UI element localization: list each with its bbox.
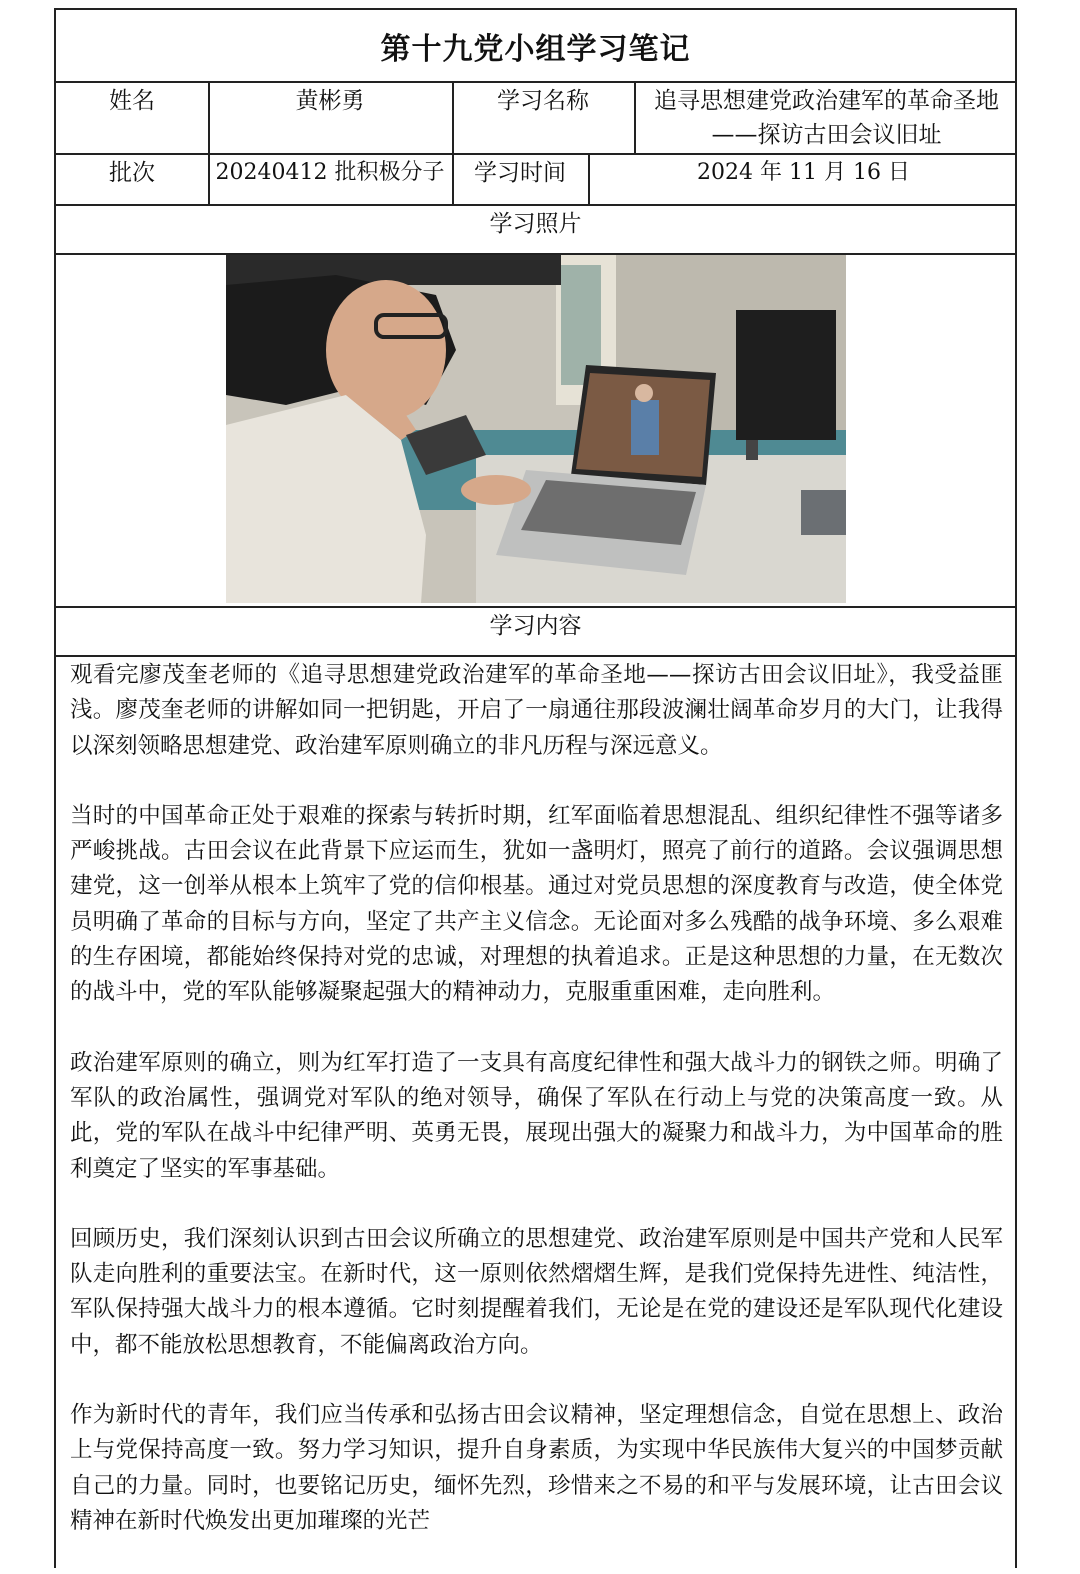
study-note-form (54, 8, 1017, 1568)
name-label: 姓名 (109, 88, 155, 114)
study-name-line2: ——探访古田会议旧址 (711, 122, 942, 148)
row-divider (56, 153, 1015, 155)
content-paragraph: 作为新时代的青年，我们应当传承和弘扬古田会议精神，坚定理想信念，自觉在思想上、政治上与党保持高度一致。努力学习知识，提升自身素质，为实现中华民族伟大复兴的中国梦贡献自己的力量。同时，也要铭记历史，缅怀先烈，珍惜来之不易的和平与发展环境，让古田会议精神在新时代焕发出更加璀璨的光芒 (70, 1402, 1003, 1534)
study-content (70, 658, 1003, 1574)
content-paragraph: 观看完廖茂奎老师的《追寻思想建党政治建军的革命圣地——探访古田会议旧址》，我受益匪浅。廖茂奎老师的讲解如同一把钥匙，开启了一扇通往那段波澜壮阔革命岁月的大门，让我得以深刻领略思想建党、政治建军原则确立的非凡历程与深远意义。 (70, 662, 1003, 759)
content-paragraph: 回顾历史，我们深刻认识到古田会议所确立的思想建党、政治建军原则是中国共产党和人民军队走向胜利的重要法宝。在新时代，这一原则依然熠熠生辉，是我们党保持先进性、纯洁性，军队保持强大战斗力的根本遵循。它时刻提醒着我们，无论是在党的建设还是军队现代化建设中，都不能放松思想教育，不能偏离政治方向。 (70, 1225, 1003, 1358)
photo-heading: 学习照片 (489, 211, 582, 237)
row-divider (56, 655, 1015, 657)
name-value: 黄彬勇 (295, 88, 365, 114)
row-divider (56, 606, 1015, 608)
batch-value: 20240412 批积极分子 (215, 160, 445, 185)
content-paragraph: 政治建军原则的确立，则为红军打造了一支具有高度纪律性和强大战斗力的钢铁之师。明确了军队的政治属性，强调党对军队的绝对领导，确保了军队在行动上与党的决策高度一致。从此，党的军队在战斗中纪律严明、英勇无畏，展现出强大的凝聚力和战斗力，为中国革命的胜利奠定了坚实的军事基础。 (70, 1049, 1003, 1182)
content-heading: 学习内容 (489, 613, 582, 639)
row-divider (56, 81, 1015, 83)
study-time-label: 学习时间 (474, 160, 566, 186)
batch-label: 批次 (109, 160, 155, 186)
page-title: 第十九党小组学习笔记 (380, 32, 691, 67)
study-name-line1: 追寻思想建党政治建军的革命圣地 (654, 88, 999, 114)
row-divider (56, 204, 1015, 206)
content-paragraph: 当时的中国革命正处于艰难的探索与转折时期，红军面临着思想混乱、组织纪律性不强等诸多严峻挑战。古田会议在此背景下应运而生，犹如一盏明灯，照亮了前行的道路。会议强调思想建党，这一创举从根本上筑牢了党的信仰根基。通过对党员思想的深度教育与改造，使全体党员明确了革命的目标与方向，坚定了共产主义信念。无论面对多么残酷的战争环境、多么艰难的生存困境，都能始终保持对党的忠诚，对理想的执着追求。正是这种思想的力量，在无数次的战斗中，党的军队能够凝聚起强大的精神动力，克服重重困难，走向胜利。 (70, 802, 1003, 1006)
study-photo (226, 255, 846, 603)
study-name-value (634, 84, 1019, 152)
study-name-label: 学习名称 (497, 88, 589, 114)
study-time-value: 2024 年 11 月 16 日 (697, 160, 910, 185)
